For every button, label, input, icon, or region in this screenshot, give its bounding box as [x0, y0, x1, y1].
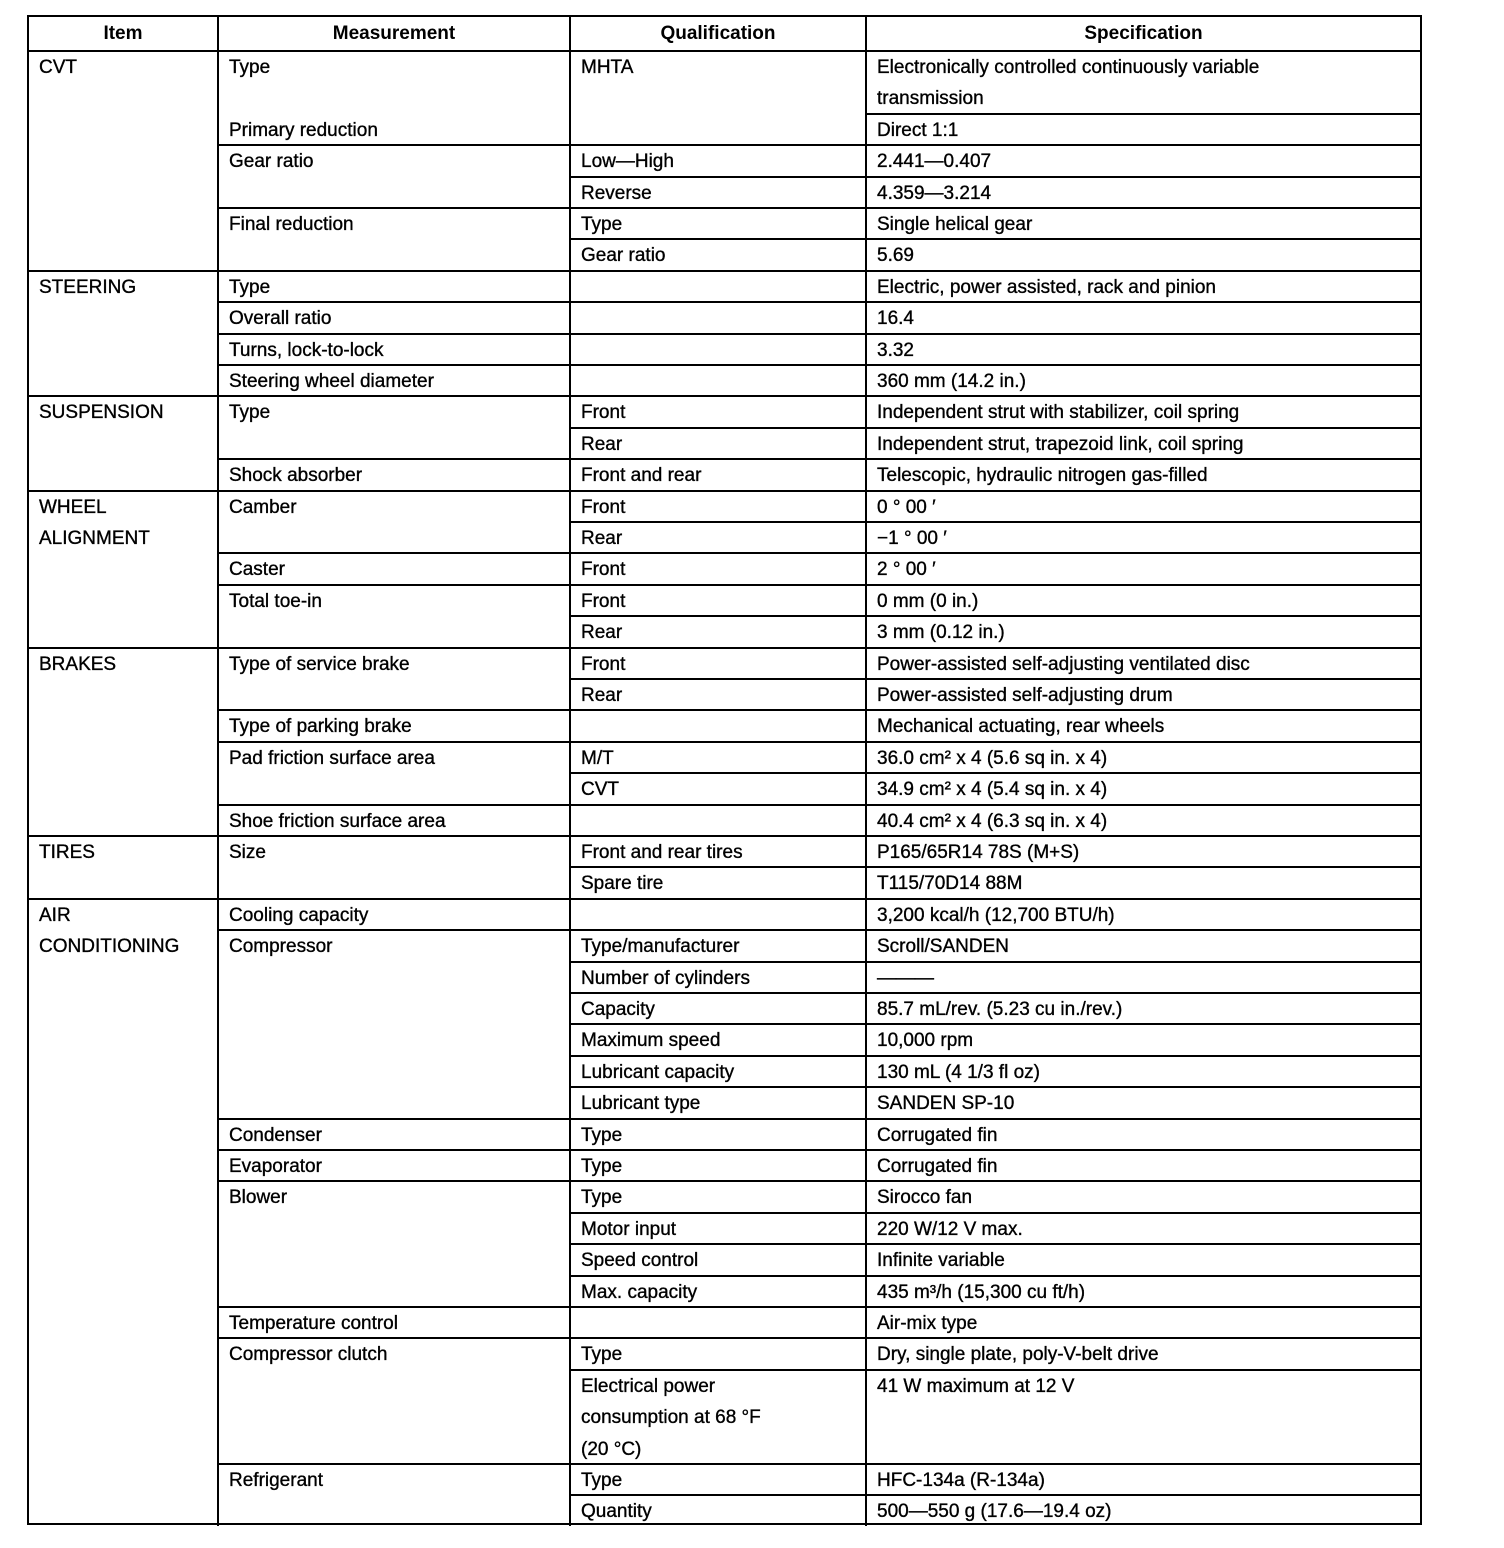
qualification-cell [569, 333, 865, 364]
specification-cell [865, 113, 1420, 144]
specification-cell-line: 4.359—3.214 [877, 182, 992, 204]
qualification-cell-line [581, 900, 865, 929]
qualification-cell-line: CVT [581, 779, 619, 801]
measurement-cell [217, 647, 569, 710]
specification-cell-line: Infinite variable [877, 1250, 1005, 1272]
qualification-cell-line: Speed control [581, 1250, 699, 1272]
measurement-cell [217, 709, 569, 740]
qualification-cell [569, 804, 865, 835]
specification-cell [865, 647, 1420, 678]
qualification-cell [569, 490, 865, 521]
measurement-cell [217, 741, 569, 804]
item-cell-line: CVT [39, 57, 77, 78]
qualification-cell [569, 615, 865, 646]
specification-cell-line: Corrugated fin [877, 1124, 998, 1146]
specification-cell-line: 36.0 cm² x 4 (5.6 sq in. x 4) [877, 747, 1108, 769]
measurement-cell [217, 333, 569, 364]
measurement-cell [217, 1149, 569, 1180]
qualification-cell [569, 992, 865, 1023]
specification-cell-line: 0 ° 00 ′ [877, 496, 936, 518]
qualification-cell [569, 270, 865, 301]
measurement-cell [217, 584, 569, 647]
qualification-cell [569, 835, 865, 866]
qualification-cell-line: Rear [581, 685, 623, 706]
qualification-cell-line: Front and rear tires [581, 842, 743, 863]
qualification-cell-line: Type [581, 1344, 623, 1366]
measurement-cell-line: Cooling capacity [229, 904, 369, 926]
header-qualification [569, 17, 865, 50]
specification-cell [865, 866, 1420, 897]
specification-cell-line: transmission [877, 88, 984, 110]
qualification-cell [569, 1369, 865, 1463]
measurement-cell-line: Condenser [229, 1124, 322, 1146]
measurement-cell [217, 50, 569, 144]
qualification-cell-line: Lubricant type [581, 1093, 701, 1115]
specification-cell-line: 220 W/12 V max. [877, 1218, 1023, 1240]
qualification-cell [569, 678, 865, 709]
specification-cell-line: Sirocco fan [877, 1187, 973, 1209]
measurement-cell-line: Primary reduction [229, 119, 378, 141]
measurement-cell [217, 144, 569, 207]
specification-cell [865, 207, 1420, 238]
qualification-cell [569, 709, 865, 740]
qualification-cell [569, 1212, 865, 1243]
qualification-cell-line: Type [581, 1156, 623, 1177]
measurement-cell-line: Type [229, 402, 271, 424]
measurement-cell [217, 552, 569, 583]
qualification-cell-line [581, 711, 865, 740]
qualification-cell-line: Type [581, 1124, 623, 1146]
specification-cell [865, 898, 1420, 929]
specification-cell-line: 435 m³/h (15,300 cu ft/h) [877, 1281, 1086, 1303]
specification-cell [865, 552, 1420, 583]
qualification-cell-line [581, 1308, 865, 1337]
measurement-cell [217, 207, 569, 270]
measurement-cell-line: Compressor [229, 936, 333, 958]
specification-cell-line: T115/70D14 88M [877, 873, 1023, 895]
specification-cell [865, 961, 1420, 992]
specification-cell-line: 10,000 rpm [877, 1030, 974, 1052]
item-cell-line: SUSPENSION [39, 402, 164, 424]
measurement-cell-line: Type of parking brake [229, 716, 412, 738]
specification-cell [865, 1494, 1420, 1525]
measurement-cell-line: Turns, lock-to-lock [229, 339, 384, 361]
qualification-cell-line: Front and rear [581, 465, 702, 487]
specification-cell-line: HFC-134a (R-134a) [877, 1470, 1045, 1491]
specification-cell [865, 1055, 1420, 1086]
qualification-cell-line: Reverse [581, 182, 652, 204]
qualification-cell-line: Type [581, 214, 623, 235]
specification-cell-line: Electronically controlled continuously variable [877, 57, 1260, 78]
specification-cell [865, 1243, 1420, 1274]
specification-cell-line: Independent strut with stabilizer, coil spring [877, 402, 1240, 424]
qualification-cell [569, 395, 865, 426]
specification-cell [865, 1086, 1420, 1117]
qualification-cell-line: Motor input [581, 1218, 677, 1240]
specification-cell [865, 1337, 1420, 1368]
specification-cell [865, 490, 1420, 521]
qualification-cell [569, 1494, 865, 1525]
qualification-cell [569, 1337, 865, 1368]
specification-cell-line: −1 ° 00 ′ [877, 528, 947, 549]
specification-cell-line: ——— [877, 967, 934, 989]
item-cell [29, 50, 217, 270]
qualification-cell [569, 144, 865, 175]
item-cell-line: AIR [39, 904, 71, 926]
qualification-cell [569, 207, 865, 238]
item-cell [29, 647, 217, 835]
qualification-cell [569, 176, 865, 207]
qualification-cell-line: Maximum speed [581, 1030, 721, 1052]
measurement-cell-line: Shoe friction surface area [229, 810, 446, 832]
specification-cell-line: Independent strut, trapezoid link, coil spring [877, 433, 1244, 455]
specification-cell [865, 301, 1420, 332]
specification-cell [865, 1023, 1420, 1054]
specification-cell [865, 521, 1420, 552]
measurement-cell [217, 364, 569, 395]
header-item [29, 17, 217, 50]
qualification-cell-line: Front [581, 559, 626, 581]
qualification-cell [569, 1243, 865, 1274]
specification-cell-line: 360 mm (14.2 in.) [877, 371, 1026, 392]
specification-cell-line: Air-mix type [877, 1313, 978, 1334]
header-measurement [217, 17, 569, 50]
specification-cell-line: Corrugated fin [877, 1156, 998, 1177]
measurement-cell [217, 1306, 569, 1337]
qualification-cell-line: Rear [581, 622, 623, 644]
specification-cell-line: 34.9 cm² x 4 (5.4 sq in. x 4) [877, 779, 1108, 801]
qualification-cell-line: consumption at 68 °F [581, 1407, 761, 1429]
qualification-cell-line: Capacity [581, 999, 655, 1020]
item-cell [29, 490, 217, 647]
measurement-cell-line [229, 83, 569, 114]
measurement-cell [217, 458, 569, 489]
measurement-cell [217, 490, 569, 553]
item-cell-line: CONDITIONING [39, 936, 180, 958]
qualification-cell [569, 552, 865, 583]
qualification-cell [569, 50, 865, 144]
qualification-cell-line [581, 303, 865, 332]
qualification-cell-line [581, 272, 865, 301]
item-cell [29, 270, 217, 396]
specification-cell [865, 1463, 1420, 1494]
item-cell-line: ALIGNMENT [39, 528, 150, 549]
specification-cell-line: Electric, power assisted, rack and pinion [877, 276, 1216, 298]
qualification-cell-line: Number of cylinders [581, 967, 750, 989]
specification-cell-line: 130 mL (4 1/3 fl oz) [877, 1061, 1040, 1083]
measurement-cell-line: Compressor clutch [229, 1344, 388, 1366]
specification-cell [865, 144, 1420, 175]
measurement-cell [217, 1180, 569, 1306]
qualification-cell [569, 521, 865, 552]
specification-cell-line: 16.4 [877, 308, 914, 330]
specification-cell-line: 3 mm (0.12 in.) [877, 622, 1005, 644]
specification-cell-line: 500—550 g (17.6—19.4 oz) [877, 1501, 1112, 1523]
measurement-cell-line: Temperature control [229, 1313, 398, 1334]
qualification-cell-line: Front [581, 496, 626, 518]
measurement-cell [217, 929, 569, 1117]
header-label: Qualification [660, 23, 776, 44]
specification-cell [865, 772, 1420, 803]
qualification-cell-line: Type [581, 1470, 623, 1491]
specification-cell-line: Direct 1:1 [877, 119, 959, 141]
qualification-cell [569, 301, 865, 332]
specification-cell-line: Power-assisted self-adjusting drum [877, 685, 1173, 706]
qualification-cell-line: Electrical power [581, 1375, 716, 1397]
specification-cell [865, 238, 1420, 269]
specification-cell [865, 709, 1420, 740]
qualification-cell-line: (20 °C) [581, 1438, 642, 1460]
qualification-cell [569, 961, 865, 992]
measurement-cell-line: Pad friction surface area [229, 747, 435, 769]
specification-cell [865, 176, 1420, 207]
specification-cell-line: Single helical gear [877, 214, 1033, 235]
specification-cell [865, 929, 1420, 960]
qualification-cell [569, 1180, 865, 1211]
specification-cell-line: 2 ° 00 ′ [877, 559, 936, 581]
measurement-cell-line: Final reduction [229, 214, 354, 235]
measurement-cell [217, 395, 569, 458]
measurement-cell [217, 1118, 569, 1149]
qualification-cell-line: Rear [581, 433, 623, 455]
qualification-cell [569, 1023, 865, 1054]
qualification-cell [569, 1118, 865, 1149]
specification-cell [865, 835, 1420, 866]
specification-cell [865, 992, 1420, 1023]
measurement-cell-line: Overall ratio [229, 308, 332, 330]
qualification-cell [569, 238, 865, 269]
specification-cell [865, 427, 1420, 458]
measurement-cell [217, 1337, 569, 1463]
qualification-cell [569, 898, 865, 929]
qualification-cell-line [581, 366, 865, 395]
specification-cell [865, 1180, 1420, 1211]
specification-cell [865, 270, 1420, 301]
qualification-cell-line: Type [581, 1187, 623, 1209]
specification-cell [865, 50, 1420, 113]
measurement-cell-line: Type of service brake [229, 653, 410, 675]
specification-cell [865, 1118, 1420, 1149]
qualification-cell-line: Rear [581, 528, 623, 549]
specification-cell-line: Telescopic, hydraulic nitrogen gas-filled [877, 465, 1208, 487]
measurement-cell [217, 1463, 569, 1526]
qualification-cell [569, 1055, 865, 1086]
qualification-cell [569, 866, 865, 897]
specification-cell [865, 1275, 1420, 1306]
specification-cell [865, 1149, 1420, 1180]
qualification-cell [569, 647, 865, 678]
qualification-cell-line: Lubricant capacity [581, 1061, 735, 1083]
qualification-cell-line: Low—High [581, 151, 674, 173]
measurement-cell [217, 804, 569, 835]
qualification-cell-line: MHTA [581, 57, 634, 78]
qualification-cell-line [581, 335, 865, 364]
specification-cell-line: P165/65R14 78S (M+S) [877, 842, 1080, 863]
specification-cell-line: Dry, single plate, poly-V-belt drive [877, 1344, 1159, 1366]
qualification-cell-line: Max. capacity [581, 1281, 698, 1303]
specification-cell-line: 5.69 [877, 245, 914, 267]
item-cell [29, 835, 217, 898]
qualification-cell [569, 1086, 865, 1117]
measurement-cell [217, 835, 569, 898]
measurement-cell-line: Total toe-in [229, 590, 322, 612]
measurement-cell-line: Type [229, 57, 271, 78]
measurement-cell [217, 301, 569, 332]
qualification-cell-line: Front [581, 402, 626, 424]
specification-cell [865, 395, 1420, 426]
measurement-cell [217, 270, 569, 301]
item-cell-line: STEERING [39, 276, 137, 298]
qualification-cell [569, 1306, 865, 1337]
specification-cell [865, 458, 1420, 489]
qualification-cell [569, 1463, 865, 1494]
specification-cell [865, 804, 1420, 835]
item-cell [29, 898, 217, 1526]
specification-cell-line: SANDEN SP-10 [877, 1093, 1015, 1115]
qualification-cell [569, 1275, 865, 1306]
qualification-cell [569, 929, 865, 960]
specification-cell-line: 85.7 mL/rev. (5.23 cu in./rev.) [877, 999, 1123, 1020]
header-label: Item [103, 23, 143, 44]
qualification-cell-line: Type/manufacturer [581, 936, 740, 958]
specification-cell [865, 584, 1420, 615]
specification-cell [865, 1212, 1420, 1243]
qualification-cell [569, 458, 865, 489]
specification-cell-line: Power-assisted self-adjusting ventilated disc [877, 653, 1250, 675]
measurement-cell [217, 898, 569, 929]
qualification-cell [569, 1149, 865, 1180]
qualification-cell [569, 427, 865, 458]
specification-cell [865, 364, 1420, 395]
specification-cell [865, 615, 1420, 646]
qualification-cell [569, 741, 865, 772]
specification-cell [865, 678, 1420, 709]
header-specification [865, 17, 1420, 50]
specification-cell-line: 2.441—0.407 [877, 151, 992, 173]
item-cell-line: WHEEL [39, 496, 107, 518]
qualification-cell-line: Gear ratio [581, 245, 666, 267]
measurement-cell-line: Steering wheel diameter [229, 371, 434, 392]
measurement-cell-line: Refrigerant [229, 1470, 323, 1491]
qualification-cell-line: Front [581, 590, 626, 612]
specification-cell-line: Mechanical actuating, rear wheels [877, 716, 1165, 738]
header-label: Specification [1084, 23, 1203, 44]
specification-cell [865, 333, 1420, 364]
header-label: Measurement [332, 23, 456, 44]
measurement-cell-line: Blower [229, 1187, 288, 1209]
specification-cell [865, 741, 1420, 772]
qualification-cell-line: Quantity [581, 1501, 652, 1523]
qualification-cell-line: M/T [581, 747, 614, 769]
specification-cell [865, 1306, 1420, 1337]
specification-cell [865, 1369, 1420, 1463]
specification-cell-line: 40.4 cm² x 4 (6.3 sq in. x 4) [877, 810, 1108, 832]
specification-cell-line: 3,200 kcal/h (12,700 BTU/h) [877, 904, 1115, 926]
qualification-cell [569, 584, 865, 615]
measurement-cell-line: Size [229, 842, 266, 863]
measurement-cell-line: Shock absorber [229, 465, 363, 487]
specification-cell-line: Scroll/SANDEN [877, 936, 1009, 958]
qualification-cell [569, 364, 865, 395]
measurement-cell-line: Gear ratio [229, 151, 314, 173]
specification-cell-line: 41 W maximum at 12 V [877, 1375, 1075, 1397]
measurement-cell-line: Caster [229, 559, 285, 581]
item-cell [29, 395, 217, 489]
measurement-cell-line: Evaporator [229, 1156, 322, 1177]
qualification-cell-line [581, 806, 865, 835]
measurement-cell-line: Camber [229, 496, 297, 518]
qualification-cell-line: Spare tire [581, 873, 664, 895]
qualification-cell-line: Front [581, 653, 626, 675]
item-cell-line: TIRES [39, 842, 95, 863]
qualification-cell [569, 772, 865, 803]
measurement-cell-line: Type [229, 276, 271, 298]
item-cell-line: BRAKES [39, 653, 117, 675]
specification-cell-line: 0 mm (0 in.) [877, 590, 979, 612]
specifications-table [27, 15, 1422, 1525]
specification-cell-line: 3.32 [877, 339, 914, 361]
